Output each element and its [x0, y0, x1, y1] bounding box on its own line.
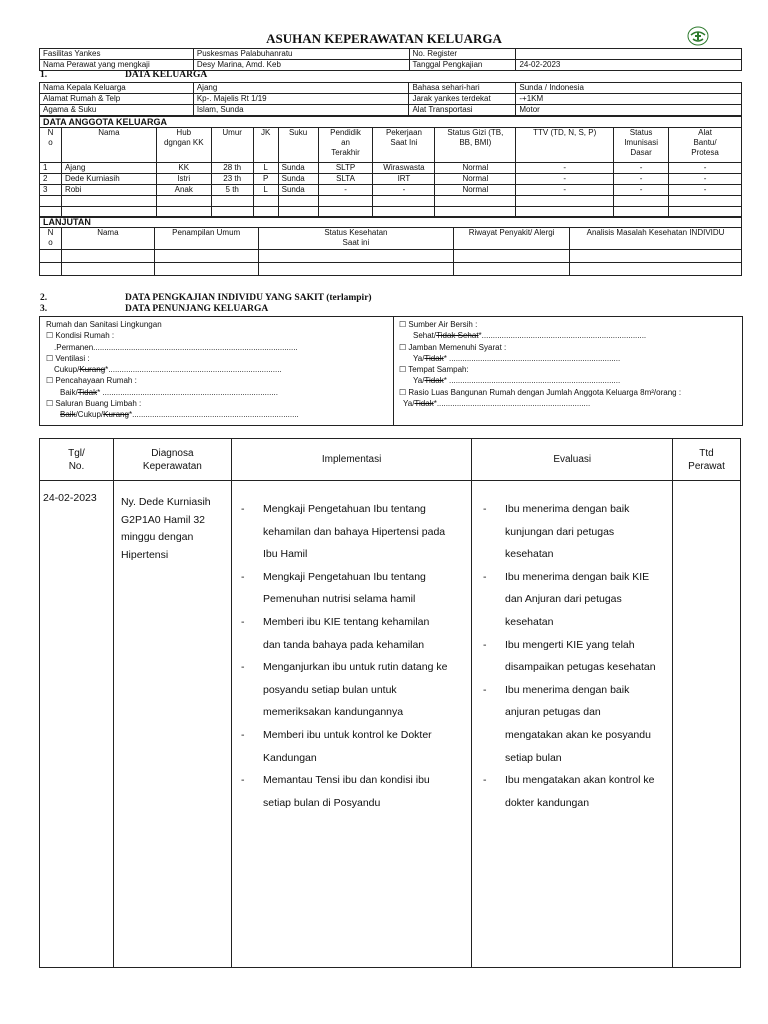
list-item: - Ibu mengerti KIE yang telah disampaikan petugas kesehatan [483, 634, 683, 679]
transport-label: Alat Transportasi [409, 105, 516, 116]
col-pendidikan: Pendidik an Terakhir [318, 128, 373, 163]
table-row [40, 174, 742, 185]
cell: - [669, 174, 742, 185]
air-mark: * [478, 331, 482, 341]
kondisi-label: Kondisi Rumah : [55, 331, 115, 341]
family-members-table [39, 116, 742, 218]
saluran-opt-cukup: /Cukup/ [75, 410, 104, 420]
cell: Anak [156, 185, 211, 196]
col-ttv: TTV (TD, N, S, P) [516, 128, 614, 163]
cell: Normal [435, 174, 516, 185]
tanggal-label: Tanggal Pengkajian [409, 60, 516, 71]
perawat-label: Nama Perawat yang mengkaji [40, 60, 194, 71]
col-imunisasi: Status Imunisasi Dasar [614, 128, 669, 163]
saluran-label: Saluran Buang Limbah : [55, 399, 142, 409]
cell: P [253, 174, 278, 185]
cell: - [516, 174, 614, 185]
cell: SLTA [318, 174, 373, 185]
col-riwayat: Riwayat Penyakit/ Alergi [454, 228, 570, 250]
ventilasi-opt-kurang: Kurang [79, 365, 106, 375]
cell: - [669, 163, 742, 174]
no-register-value [516, 49, 742, 60]
alamat-label: Alamat Rumah & Telp [40, 94, 194, 105]
kondisi-value: Permanen [56, 342, 94, 352]
kepala-value: Ajang [193, 83, 409, 94]
ventilasi-label: Ventilasi : [55, 353, 90, 363]
jarak-label: Jarak yankes terdekat [409, 94, 516, 105]
health-ministry-logo-icon [687, 26, 709, 46]
cell: 23 th [211, 174, 253, 185]
pencahayaan-mark: * [97, 387, 101, 397]
cell: - [614, 174, 669, 185]
col-alat: Alat Bantu/ Protesa [669, 128, 742, 163]
rasio-opt-tidak: Tidak [414, 399, 434, 409]
section-3-number: 3. [40, 304, 48, 314]
cell: Dede Kurniasih [61, 174, 156, 185]
cell: 3 [40, 185, 62, 196]
cell: 1 [40, 163, 62, 174]
col-gizi: Status Gizi (TB, BB, BMI) [435, 128, 516, 163]
table-row [40, 185, 742, 196]
cell: KK [156, 163, 211, 174]
section-2-title: DATA PENGKAJIAN INDIVIDU YANG SAKIT (terlampir) [125, 293, 372, 303]
cell: Sunda [278, 185, 318, 196]
table-row [40, 263, 742, 276]
kepala-label: Nama Kepala Keluarga [40, 83, 194, 94]
cell: Istri [156, 174, 211, 185]
cell: Normal [435, 163, 516, 174]
col-diagnosa: Diagnosa Keperawatan [113, 439, 231, 481]
cell: 2 [40, 174, 62, 185]
cell: - [614, 185, 669, 196]
family-data-table [39, 82, 742, 116]
cell: - [318, 185, 373, 196]
col-nama: Nama [61, 128, 156, 163]
jamban-opt-ya: Ya/ [413, 353, 425, 363]
sampah-mark: * [443, 376, 447, 386]
members-title: DATA ANGGOTA KELUARGA [40, 117, 742, 128]
list-item: - Memberi ibu KIE tentang kehamilan dan tanda bahaya pada kehamilan [241, 611, 476, 656]
cell: 5 th [211, 185, 253, 196]
saluran-opt-kurang: Kurang [103, 410, 129, 420]
col-analisis: Analisis Masalah Kesehatan INDIVIDU [570, 228, 742, 250]
list-item: - Memantau Tensi ibu dan kondisi ibu setiap bulan di Posyandu [241, 769, 476, 814]
cell: - [669, 185, 742, 196]
alamat-value: Kp-. Majelis Rt 1/19 [193, 94, 409, 105]
rumah-title: Rumah dan Sanitasi Lingkungan [46, 320, 162, 329]
continuation-table [39, 216, 742, 276]
air-opt-tidak-sehat: Tidak Sehat [436, 331, 479, 341]
sampah-label: Tempat Sampah: [408, 365, 469, 375]
jamban-label: Jamban Memenuhi Syarat : [408, 342, 507, 352]
col-nama: Nama [61, 228, 154, 250]
cell: - [516, 185, 614, 196]
col-tgl: Tgl/ No. [40, 439, 114, 481]
support-data-box: Rumah dan Sanitasi Lingkungan ☐ Kondisi Rumah : .Permanen............................................................................................ ☐ Ventilasi : Cukup/Kurang*.............................................................................. ☐ Pencahayaan Rumah : Baik/Tidak* ............................................................................... ☐ Saluran Buang Limbah : Baik/Cukup/Kurang*........................................................................... ☐ Sumber Air Bersih : Sehat/Tidak Sehat*.......................................................................... ☐ Jamban Memenuhi Syarat : Ya/Tidak* ............................................................................. ☐ Tempat Sampah: Ya/Tidak* ............................................................................. ☐ Rasio Luas Bangunan Rumah dengan Jumlah Anggota Keluarga 8m²/orang : Ya/Tidak*..................................................................... [39, 316, 743, 426]
fasilitas-value: Puskesmas Palabuhanratu [193, 49, 409, 60]
cell: SLTP [318, 163, 373, 174]
pencahayaan-opt-tidak: Tidak [77, 387, 98, 397]
list-item: - Mengkaji Pengetahuan Ibu tentang Pemenuhan nutrisi selama hamil [241, 566, 476, 611]
cell: Ajang [61, 163, 156, 174]
col-no: N o [40, 128, 62, 163]
jamban-opt-tidak: Tidak [424, 353, 444, 363]
cell: L [253, 185, 278, 196]
col-status-kesehatan: Status Kesehatan Saat ini [258, 228, 454, 250]
facility-info-table [39, 48, 742, 71]
pencahayaan-opt-baik: Baik/ [60, 387, 78, 397]
cell: - [373, 185, 435, 196]
bahasa-value: Sunda / Indonesia [516, 83, 742, 94]
agama-value: Islam, Sunda [193, 105, 409, 116]
col-ttd: Ttd Perawat [673, 439, 741, 481]
ventilasi-opt-cukup: Cukup/ [54, 365, 80, 375]
col-implementasi: Implementasi [231, 439, 472, 481]
list-item: - Mengkaji Pengetahuan Ibu tentang kehamilan dan bahaya Hipertensi pada Ibu Hamil [241, 498, 476, 566]
rasio-label: Rasio Luas Bangunan Rumah dengan Jumlah Anggota Keluarga 8m²/orang : [408, 387, 682, 397]
col-pekerjaan: Pekerjaan Saat Ini [373, 128, 435, 163]
rasio-mark: * [433, 399, 437, 409]
jamban-mark: * [443, 353, 447, 363]
perawat-value: Desy Marina, Amd. Keb [193, 60, 409, 71]
cell: 28 th [211, 163, 253, 174]
section-1-number: 1. [40, 70, 48, 80]
section-1-title: DATA KELUARGA [125, 70, 208, 80]
continuation-title: LANJUTAN [40, 217, 742, 228]
jarak-value: -+1KM [516, 94, 742, 105]
col-suku: Suku [278, 128, 318, 163]
list-item: - Ibu menerima dengan baik KIE dan Anjuran dari petugas kesehatan [483, 566, 683, 634]
care-diagnosis: Ny. Dede Kurniasih G2P1A0 Hamil 32 minggu dengan Hipertensi [113, 481, 231, 968]
table-row [40, 163, 742, 174]
pencahayaan-label: Pencahayaan Rumah : [55, 376, 137, 386]
col-penampilan: Penampilan Umum [154, 228, 258, 250]
air-label: Sumber Air Bersih : [408, 320, 478, 329]
implementation-list [241, 498, 476, 814]
agama-label: Agama & Suku [40, 105, 194, 116]
sampah-opt-tidak: Tidak [424, 376, 444, 386]
sampah-opt-ya: Ya/ [413, 376, 425, 386]
list-item: - Memberi ibu untuk kontrol ke Dokter Kandungan [241, 724, 476, 769]
cell: Wiraswasta [373, 163, 435, 174]
no-register-label: No. Register [409, 49, 516, 60]
cell: - [614, 163, 669, 174]
list-item: - Ibu mengatakan akan kontrol ke dokter kandungan [483, 769, 683, 814]
cell: Normal [435, 185, 516, 196]
cell: Sunda [278, 163, 318, 174]
list-item: - Ibu menerima dengan baik kunjungan dari petugas kesehatan [483, 498, 683, 566]
evaluation-list [483, 498, 683, 814]
table-row [40, 196, 742, 207]
document-title: ASUHAN KEPERAWATAN KELUARGA [266, 31, 502, 46]
col-evaluasi: Evaluasi [472, 439, 673, 481]
fasilitas-label: Fasilitas Yankes [40, 49, 194, 60]
table-row [40, 250, 742, 263]
col-jk: JK [253, 128, 278, 163]
col-no: N o [40, 228, 62, 250]
saluran-mark: * [128, 410, 133, 420]
cell: L [253, 163, 278, 174]
list-item: - Ibu menerima dengan baik anjuran petugas dan mengatakan akan ke posyandu setiap bulan [483, 679, 683, 769]
col-umur: Umur [211, 128, 253, 163]
cell: Sunda [278, 174, 318, 185]
transport-value: Motor [516, 105, 742, 116]
col-hub: Hub dgngan KK [156, 128, 211, 163]
cell: - [516, 163, 614, 174]
cell: IRT [373, 174, 435, 185]
tanggal-value: 24-02-2023 [516, 60, 742, 71]
ventilasi-mark: * [105, 365, 109, 375]
section-3-title: DATA PENUNJANG KELUARGA [125, 304, 269, 314]
air-opt-sehat: Sehat/ [413, 331, 437, 341]
rasio-opt-ya: Ya/ [403, 399, 415, 409]
bahasa-label: Bahasa sehari-hari [409, 83, 516, 94]
section-2-number: 2. [40, 293, 48, 303]
cell: Robi [61, 185, 156, 196]
saluran-opt-baik: Baik [60, 410, 76, 420]
care-date: 24-02-2023 [40, 481, 114, 968]
list-item: - Menganjurkan ibu untuk rutin datang ke posyandu setiap bulan untuk memeriksakan kandungannya [241, 656, 476, 724]
